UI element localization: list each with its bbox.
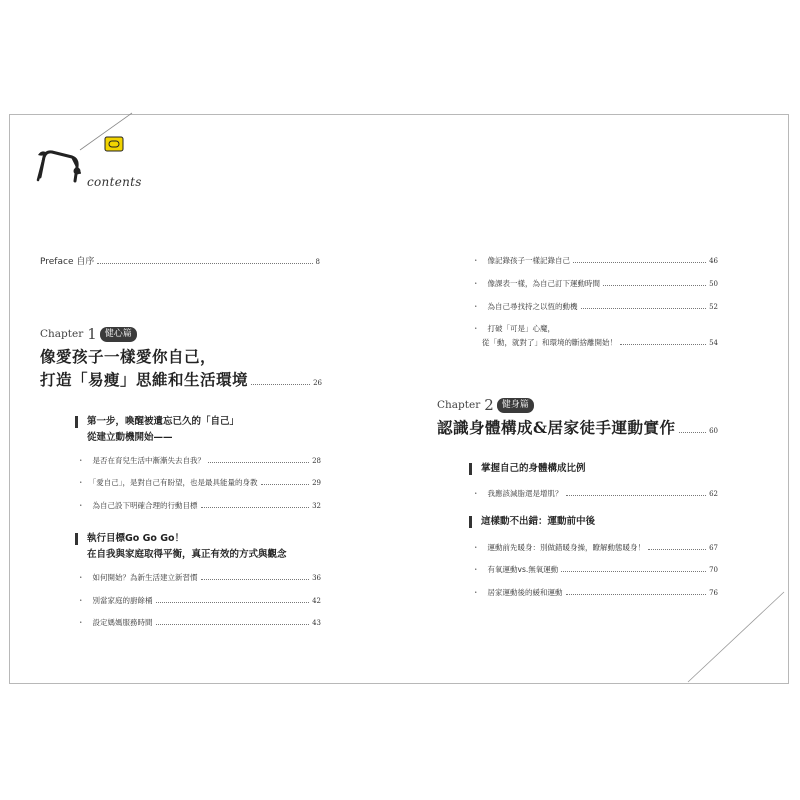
- dot-leader: [97, 263, 312, 264]
- dot-leader: [201, 579, 310, 580]
- bullet-icon: ・: [77, 596, 85, 605]
- toc-item-text: 為自己尋找持之以恆的動機: [487, 302, 578, 311]
- bullet-icon: ・: [77, 478, 85, 487]
- chapter2-label: [437, 396, 534, 414]
- bullet-icon: ・: [472, 324, 480, 333]
- chapter-tag: 健身篇: [497, 398, 534, 413]
- bullet-icon: ・: [472, 489, 480, 498]
- chapter2-title-entry[interactable]: [437, 416, 718, 438]
- toc-item-text: 是否在育兒生活中漸漸失去自我？: [92, 456, 205, 465]
- section-heading: [481, 461, 586, 477]
- dot-leader: [251, 384, 310, 385]
- toc-item[interactable]: [77, 617, 321, 628]
- toc-item-line1: [472, 323, 555, 334]
- bullet-icon: ・: [472, 302, 480, 311]
- dot-leader: [208, 462, 309, 463]
- toc-item-text: 像記錄孩子一樣記錄自己: [487, 256, 570, 265]
- section-heading-line1: 這樣動不出錯：運動前中後: [481, 516, 596, 527]
- toc-item-text: 有氧運動vs.無氧運動: [487, 565, 559, 574]
- bullet-icon: ・: [77, 501, 85, 510]
- chapter1-title-line1: 像愛孩子一樣愛你自己，: [40, 347, 217, 366]
- page-number: 50: [709, 280, 718, 288]
- page-number: 42: [312, 597, 321, 605]
- toc-item[interactable]: [472, 542, 718, 553]
- bullet-icon: ・: [472, 588, 480, 597]
- bullet-icon: ・: [472, 256, 480, 265]
- section-marker: [75, 533, 78, 545]
- dot-leader: [581, 308, 707, 309]
- page-number: 26: [313, 379, 322, 387]
- chapter-number: 1: [87, 325, 97, 343]
- section-heading-line1: 掌握自己的身體構成比例: [481, 463, 586, 474]
- chapter2-title: 認識身體構成&居家徒手運動實作: [437, 418, 676, 437]
- toc-item[interactable]: [77, 500, 321, 511]
- dot-leader: [566, 594, 707, 595]
- page-number: 36: [312, 574, 321, 582]
- page-number: 67: [709, 544, 718, 552]
- toc-item[interactable]: [77, 572, 321, 583]
- section-heading-line2: 在自我與家庭取得平衡，真正有效的方式與觀念: [87, 549, 287, 560]
- page-number: 62: [709, 490, 718, 498]
- dot-leader: [566, 495, 707, 496]
- page-number: 28: [312, 457, 321, 465]
- toc-item-text: 運動前先暖身：別做錯暖身操，瞭解動態暖身！: [487, 543, 645, 552]
- page-number: 29: [312, 479, 321, 487]
- toc-item-text: 設定媽媽服務時間: [92, 618, 153, 627]
- toc-item-text: 居家運動後的緩和運動: [487, 588, 563, 597]
- toc-item-text: 像課表一樣，為自己訂下運動時間: [487, 279, 600, 288]
- toc-item-text: 「愛自己」，是對自己有盼望，也是最具能量的身教: [92, 478, 258, 487]
- section-marker: [469, 463, 472, 475]
- decorative-diagonal-lines: [680, 590, 790, 690]
- dot-leader: [620, 344, 706, 345]
- toc-item[interactable]: [482, 337, 718, 348]
- chapter-number: 2: [484, 396, 494, 414]
- preface-entry[interactable]: [40, 254, 320, 267]
- toc-item-text: 打破「可是」心魔，: [487, 324, 555, 333]
- page-number: 54: [709, 339, 718, 347]
- page-number: 76: [709, 589, 718, 597]
- bullet-icon: ・: [472, 543, 480, 552]
- chapter-word: Chapter: [40, 328, 84, 340]
- chapter-word: Chapter: [437, 399, 481, 411]
- bullet-icon: ・: [77, 618, 85, 627]
- contents-title: contents: [87, 175, 142, 189]
- section-heading-line1: 執行目標Go Go Go！: [87, 533, 185, 544]
- toc-item-text: 如何開始？為新生活建立新習慣: [92, 573, 198, 582]
- bullet-icon: ・: [77, 573, 85, 582]
- toc-item[interactable]: [472, 255, 718, 266]
- section-heading: [87, 531, 287, 563]
- chapter1-title-line2: 打造「易瘦」思維和生活環境: [40, 370, 249, 389]
- section-heading: [481, 514, 595, 530]
- dot-leader: [561, 571, 706, 572]
- dot-leader: [156, 602, 310, 603]
- bullet-icon: ・: [472, 279, 480, 288]
- page-number: 43: [312, 619, 321, 627]
- toc-item[interactable]: [472, 488, 718, 499]
- page-number: 52: [709, 303, 718, 311]
- page-number: 8: [315, 258, 320, 266]
- section-heading: [87, 414, 239, 446]
- chat-bubble-icon: [104, 136, 124, 154]
- preface-label: Preface 自序: [40, 257, 95, 267]
- dot-leader: [573, 262, 706, 263]
- dot-leader: [156, 624, 310, 625]
- toc-item[interactable]: [472, 278, 718, 289]
- section-marker: [75, 416, 78, 428]
- chapter1-title-entry[interactable]: [40, 368, 322, 390]
- toc-item-text: 為自己設下明確合理的行動目標: [92, 501, 198, 510]
- section-heading-line1: 第一步，喚醒被遺忘已久的「自己」: [87, 416, 240, 427]
- dot-leader: [261, 484, 310, 485]
- chapter-tag: 健心篇: [100, 327, 137, 342]
- toc-item-text: 別當家庭的廚餘桶: [92, 596, 153, 605]
- toc-item[interactable]: [472, 301, 718, 312]
- dot-leader: [679, 432, 707, 433]
- toc-item[interactable]: [472, 564, 718, 575]
- dot-leader: [648, 549, 706, 550]
- bullet-icon: ・: [472, 565, 480, 574]
- page-number: 32: [312, 502, 321, 510]
- toc-item[interactable]: [77, 455, 321, 466]
- page-number: 46: [709, 257, 718, 265]
- bullet-icon: ・: [77, 456, 85, 465]
- page-number: 60: [709, 427, 718, 435]
- dot-leader: [603, 285, 706, 286]
- toc-item[interactable]: [77, 477, 321, 488]
- dot-leader: [201, 507, 310, 508]
- toc-item-text: 從「動，就對了」和環境的斷捨離開始！: [482, 338, 617, 347]
- page-number: 70: [709, 566, 718, 574]
- section-marker: [469, 516, 472, 528]
- toc-item[interactable]: [77, 595, 321, 606]
- toc-item-text: 我應該減脂還是增肌？: [487, 489, 563, 498]
- chapter1-label: [40, 325, 137, 343]
- section-heading-line2: 從建立動機開始——: [87, 432, 173, 443]
- toc-item[interactable]: [472, 587, 718, 598]
